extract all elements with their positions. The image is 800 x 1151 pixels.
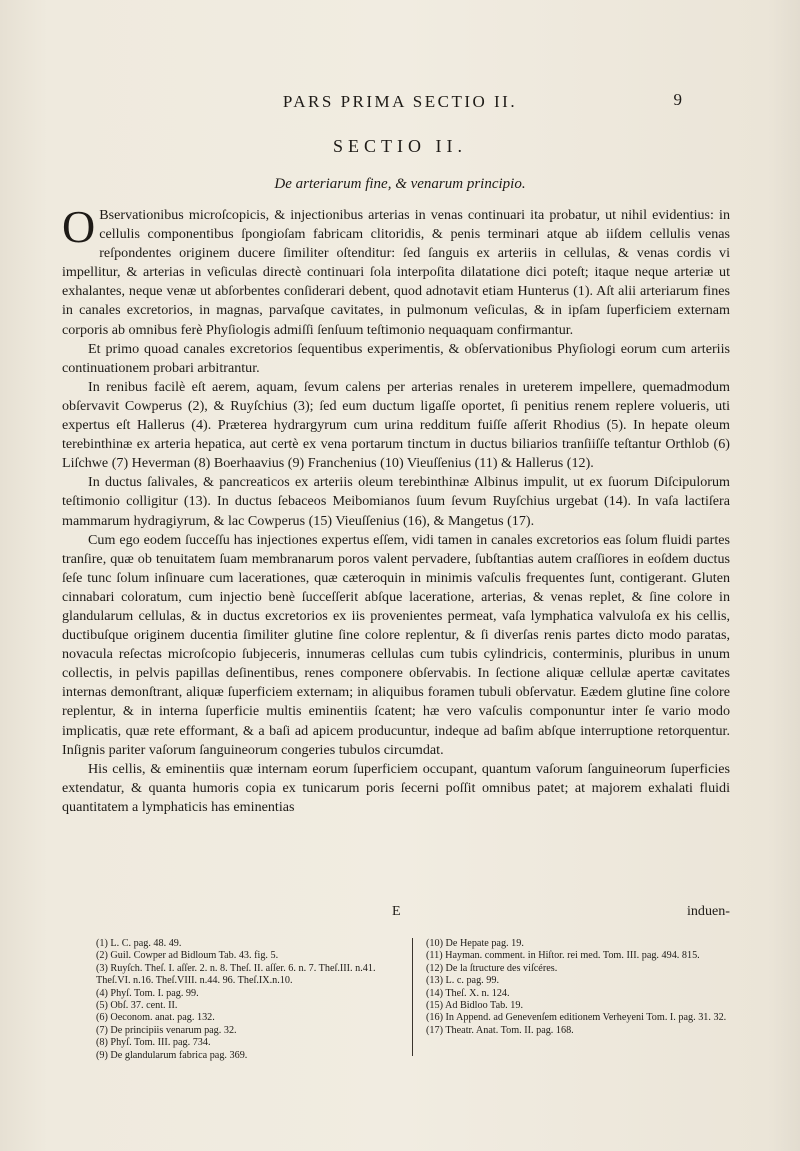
section-title: SECTIO II.	[333, 136, 467, 156]
paragraph: In ductus ſalivales, & pancreaticos ex arteriis oleum terebinthinæ Albinus impulit, ut ex ſuorum Diſcipulorum teſtimonio colligitur (13). In ductus ſebaceos Meibomianos ſuum ſevum Ruyſchius urgebat (14). In vaſa lactiſera mammarum hydragiyrum, & lac Cowperus (15) Vieuſſenius (16), & Mangetus (17).	[62, 474, 730, 529]
footnote: (11) Hayman. comment. in Hiſtor. rei med. Tom. III. pag. 494. 815.	[426, 950, 700, 962]
paragraph: Cum ego eodem ſucceſſu has injectiones expertus eſſem, vidi tamen in canales excretorios eas ſolum fluidi partes tranſire, quæ ob tenuitatem ſuam membranarum poros valent pervadere, ſubſtantias autem craſſiores in eoſdem ductus ſeſe tunc ſolum inſinuare cum lacerationes, quæ cæteroquin in minimis vaſculis frequentes ſunt, contigerant. Gluten cinnabari coloratum, cum injectio benè ſucceſſerit abſque laceratione, arterias, & venas replet, & ſine colore in glandularum cellulas, & in ductus excretorios ex iis provenientes permeat, vaſa lymphatica valvuloſa ex his cellis, ductibuſque originem ducentia ſimiliter glutine ſine colore replentur, & ſi diverſas renis partes dicto modo paratas, novacula reſectas microſcopio ſubjeceris, innumeras cellulas cum tubis cylindricis, conterminis, pluribus in unum collectis, in pelvis papillas deſinentibus, renes componere obſervabis. In ſectione aliquæ cellulæ apertæ cavitates internas demonſtrant, aliquæ ſuperficiem externam; in aliquibus foramen tubuli obſervatur. Eædem glutine ſine colore replentur, & in interna ſuperficie multis eminentiis ſcatent; hæ vero vaſculis componuntur inter ſe vario modo implicatis, quæ rete efformant, & a baſi ad apicem producuntur, indeque ad baſim abſque interruptione retorquentur. Inſignis pariter vaſorum ſanguineorum congeries tubulos circumdat.	[62, 531, 730, 758]
footnote: (16) In Append. ad Genevenſem editionem Verheyeni Tom. I. pag. 31. 32.	[426, 1012, 727, 1024]
footnote-column-divider	[412, 938, 413, 1056]
footnotes-left-column	[96, 938, 396, 1062]
section-subtitle: De arteriarum fine, & venarum principio.	[274, 176, 526, 192]
footnote: (12) De la ſtructure des viſcéres.	[426, 962, 558, 974]
footnote: (1) L. C. pag. 48. 49.	[96, 938, 182, 949]
paragraph: In renibus facilè eſt aerem, aquam, ſevum calens per arterias renales in ureterem impellere, quemadmodum obſervavit Cowperus (2), & Ruyſchius (3); ſed eum ductum ligaſſe oportet, ſi penitius renem replere volueris, uti expertus eſt Hallerus (4). Præterea hydrargyrum cum urina redditum fuiſſe aſſerit Rhodius (5). In hepate oleum terebinthinæ ex arteria hepatica, aut certè ex vena portarum tinctum in ductus biliarios tranſiiſſe teſtantur Orthlob (6) Liſchwe (7) Heverman (8) Boerhaavius (9) Franchenius (10) Vieuſſenius (11) & Hallerus (12).	[62, 378, 730, 472]
footnote: (3) Ruyſch. Theſ. I. aſſer. 2. n. 8. Theſ. II. aſſer. 6. n. 7. Theſ.III. n.41. Theſ.VI. n.16. Theſ.VIII. n.44. 96. Theſ.IX.n.10.	[96, 962, 376, 987]
footnote: (13) L. c. pag. 99.	[426, 975, 499, 987]
footnote: (9) De glandularum fabrica pag. 369.	[96, 1049, 248, 1061]
paragraph-text: Bservationibus microſcopicis, & injectionibus arterias in venas continuari ita probatur, ut nihil evidentius: in cellulis componentibus ſpongioſam fabricam clitoridis, & penis terminari atque ab iiſdem cellulis venas reſpondentes originem ducere ſimiliter oſtenditur: ſed ſanguis ex arteriis in cellulas, & venas cordis vi impellitur, & arterias in veſiculas directè continuari ſola interpoſita dilatatione dici poteſt; itaque neque arteriæ ut exhalantes, neque venæ ut abſorbentes conſiderari debent, quod adnotavit etiam Hunterus (1). Aſt alii arteriarum fines in canales excretorios, in magnas, parvaſque cavitates, in pulmonum veſiculas, & in ipſam ſuperficiem externam corporis ab omnibus ferè Phyſiologis admiſſi ſenſuum teſtimonio nequaquam confirmantur.	[62, 207, 730, 338]
footnote: (2) Guil. Cowper ad Bidloum Tab. 43. fig. 5.	[96, 950, 279, 962]
footnote: (17) Theatr. Anat. Tom. II. pag. 168.	[426, 1024, 574, 1036]
footnote: (14) Theſ. X. n. 124.	[426, 987, 510, 999]
paragraph	[62, 201, 730, 340]
page-number: 9	[673, 90, 682, 109]
footnote: (4) Phyſ. Tom. I. pag. 99.	[96, 987, 199, 999]
catchword: induen-	[686, 903, 730, 919]
footnote: (10) De Hepate pag. 19.	[426, 938, 524, 949]
footnote: (8) Phyſ. Tom. III. pag. 734.	[96, 1037, 211, 1049]
running-head: PARS PRIMA SECTIO II.	[282, 92, 518, 111]
body-text	[62, 201, 730, 817]
paragraph: Et primo quoad canales excretorios ſequentibus experimentis, & obſervationibus Phyſiologi eorum cum arteriis continuationem probari arbitrantur.	[62, 340, 730, 376]
paragraph: His cellis, & eminentiis quæ internam eorum ſuperficiem occupant, quantum vaſorum ſanguineorum ſuperficies extendatur, & quanta humoris copia ex tunicarum poris ſecerni poſſit omnibus patet; at majorem exhalati fluidi quantitatem a lymphaticis has eminentias	[62, 760, 730, 815]
signature-mark: E	[392, 903, 401, 919]
footnote: (7) De principiis venarum pag. 32.	[96, 1024, 237, 1036]
drop-cap: O	[62, 201, 96, 252]
footnote: (15) Ad Bidloo Tab. 19.	[426, 1000, 524, 1012]
footnote: (6) Oeconom. anat. pag. 132.	[96, 1012, 215, 1024]
footnote: (5) Obſ. 37. cent. II.	[96, 1000, 178, 1012]
catchword-row	[62, 903, 730, 925]
footnotes-right-column	[426, 938, 736, 1037]
